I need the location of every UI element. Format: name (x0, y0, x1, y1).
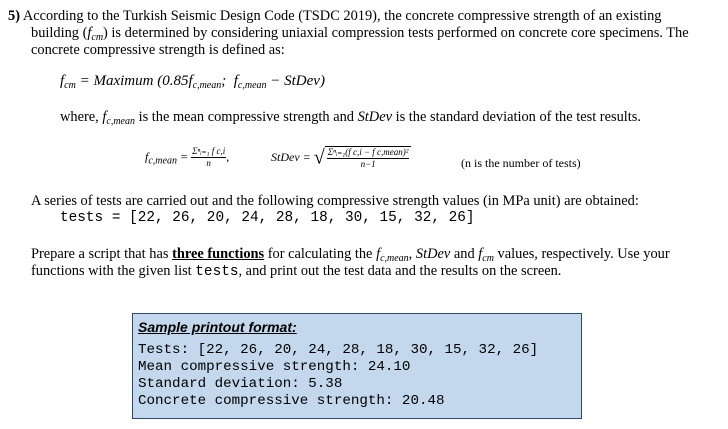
stdev-denominator: n−1 (360, 159, 376, 169)
sample-line-tests: Tests: [22, 26, 20, 24, 28, 18, 30, 15, 32, 26] (138, 342, 539, 358)
stdev-formula: StDev = √ $\frac{\text{Σⁿᵢ₌₁(f c,i − f c,mean)²}}{n-1}$ (271, 146, 411, 170)
intro-text-3: concrete compressive strength is defined as: (31, 42, 285, 58)
main-formula-minus: − StDev) (270, 73, 325, 89)
main-formula: $f_{cm}$ = Maximum ($0.85f_{c,mean}$; $f_{c,mean}$ − StDev) (60, 73, 325, 91)
sample-printout-title: Sample printout format: (138, 319, 297, 335)
tests-code: tests = [22, 26, 20, 24, 28, 18, 30, 15, 32, 26] (60, 210, 475, 226)
tests-intro: A series of tests are carried out and the following compressive strength values (in MPa unit) are obtained: (31, 193, 639, 209)
mean-numerator: Σⁿᵢ₌₁ f c,i (192, 146, 226, 156)
where-line: where, $f_{c,mean}$ is the mean compressive strength and StDev is the standard deviation of the test results. (60, 109, 641, 127)
intro-text-1: According to the Turkish Seismic Design Code (TSDC 2019), the concrete compressive strength of an existing (22, 8, 662, 24)
question-line-1 (8, 8, 662, 25)
prepare-line-1: Prepare a script that has three functions for calculating the $f_{c,mean}$, StDev and $f_{cm}$ values, respectively. Use your (31, 246, 670, 264)
question-line-2 (31, 25, 689, 42)
three-functions-emphasis: three functions (172, 246, 265, 262)
prepare-line-2: functions with the given list tests, and print out the test data and the results on the screen. (31, 263, 562, 280)
question-line-3 (31, 42, 285, 59)
intro-text-2b: ) is determined by considering uniaxial compression tests performed on concrete core specimens. The (103, 25, 689, 41)
intro-text-2a: building ( (31, 25, 88, 41)
number-of-tests-note: (n is the number of tests) (461, 156, 581, 170)
mean-formula: $f_{c,mean}$ = $\frac{\text{Σⁿᵢ₌₁ f c,i}}{n}$ , (145, 146, 230, 168)
sample-line-strength: Concrete compressive strength: 20.48 (138, 393, 445, 409)
mean-denominator: n (206, 158, 211, 168)
main-formula-eq: = Maximum (0.85 (79, 73, 189, 89)
sample-line-mean: Mean compressive strength: 24.10 (138, 359, 411, 375)
sample-line-stdev: Standard deviation: 5.38 (138, 376, 343, 392)
fcm-symbol: $f_{cm}$ (87, 25, 104, 43)
question-number: 5) (8, 8, 20, 24)
sqrt-symbol: √ $\frac{\text{Σⁿᵢ₌₁(f c,i − f c,mean)²}}{n-1}$ (314, 146, 412, 170)
stdev-numerator: Σⁿᵢ₌₁(f c,i − f c,mean)² (327, 147, 409, 157)
